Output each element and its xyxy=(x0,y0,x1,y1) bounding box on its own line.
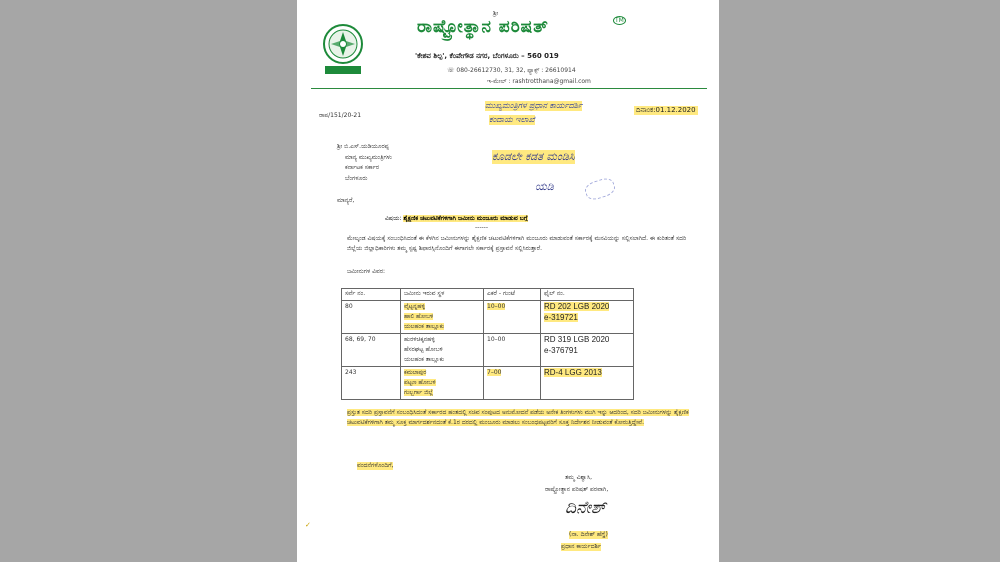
place-line: ಗುಲ್ಬರ್ಗಾ ಜಿಲ್ಲೆ xyxy=(404,389,433,396)
land-details-table xyxy=(341,288,634,400)
organization-name: ರಾಷ್ಟ್ರೋತ್ಥಾನ ಪರಿಷತ್ xyxy=(417,17,549,37)
place-line: ಯಲಹಂಕ ತಾಲ್ಲೂಕು xyxy=(404,356,445,363)
table-header-row xyxy=(342,289,634,301)
body-paragraph-1: ಮೇಲ್ಕಂಡ ವಿಷಯಕ್ಕೆ ಸಂಬಂಧಿಸಿದಂತೆ ಈ ಕೆಳಗಿನ ಜಮೀನುಗಳನ್ನು ಶೈಕ್ಷಣಿಕ ಚಟುವಟಿಕೆಗಳಿಗಾಗಿ ಮಂಜೂರು ಮಾಡುವಂತೆ ಸರ್ಕಾರಕ್ಕೆ ಮನವಿಯನ್ನು ಸಲ್ಲಿಸಲಾಗಿದೆ. ಈ ಕುರಿತಂತೆ ಸದರಿ ಜಿಲ್ಲೆಯ ಜಿಲ್ಲಾಧಿಕಾರಿಗಳು ತಮ್ಮ ಸ್ಪಷ್ಟ ಶಿಫಾರಸ್ಸಿನೊಂದಿಗೆ ಈಗಾಗಲೇ ಸರ್ಕಾರಕ್ಕೆ ಪ್ರಸ್ತಾವನೆ ಸಲ್ಲಿಸಿರುತ್ತಾರೆ. xyxy=(347,235,687,252)
faint-stamp xyxy=(583,176,617,202)
place-line: ಯಲಹಂಕ ತಾಲ್ಲೂಕು xyxy=(404,323,445,330)
yours-faithfully: ತಮ್ಮ ವಿಶ್ವಾಸಿ, xyxy=(565,474,593,481)
place-cell xyxy=(401,334,484,367)
subject-line xyxy=(385,215,528,223)
recipient-office: ಕರ್ನಾಟಕ ಸರ್ಕಾರ xyxy=(345,164,380,171)
body-paragraph-2 xyxy=(347,408,689,428)
area-value: 7–00 xyxy=(487,369,502,376)
handwritten-initials: ಯಡಿ xyxy=(535,180,554,193)
organization-logo-icon xyxy=(321,22,365,80)
file-cell xyxy=(541,301,634,334)
place-line: ಕಮಲಾಪುರ xyxy=(404,369,427,376)
header-survey: ಸರ್ವೆ ನಂ. xyxy=(342,289,401,301)
e-file-number: e-376791 xyxy=(544,346,578,355)
place-cell xyxy=(401,301,484,334)
place-line: ಹಾಲಿ ಹೋಬಳಿ xyxy=(404,313,434,320)
recipient-title: ಮಾನ್ಯ ಮುಖ್ಯಮಂತ್ರಿಗಳು xyxy=(345,154,392,161)
signatory-name: (ನಾ. ದಿನೇಶ್ ಹೆಗ್ಡೆ) xyxy=(569,531,608,538)
letter-page xyxy=(297,0,719,562)
file-cell xyxy=(541,367,634,400)
table-row xyxy=(342,367,634,400)
signatory-designation: ಪ್ರಧಾನ ಕಾರ್ಯದರ್ಶಿ xyxy=(561,543,601,550)
area-cell: 10–00 xyxy=(484,334,541,367)
area-cell xyxy=(484,367,541,400)
email-line: ಇ-ಮೇಲ್ : rashtrotthana@gmail.com xyxy=(487,78,591,85)
handwritten-endorsement-2: ಕಂದಾಯ ಇಲಾಖೆ xyxy=(489,115,535,124)
invocation-text: ಶ್ರೀ xyxy=(493,10,499,17)
survey-cell: 80 xyxy=(342,301,401,334)
closing-line: ವಂದನೆಗಳೊಂದಿಗೆ, xyxy=(357,462,394,469)
table-row xyxy=(342,334,634,367)
recipient-name: ಶ್ರೀ ಬಿ.ಎಸ್.ಯಡಿಯೂರಪ್ಪ xyxy=(337,143,389,150)
handwritten-instruction: ಕೂಡಲೇ ಕಡತ ಮಂಡಿಸಿ xyxy=(492,150,575,163)
place-line: ಪಟ್ಟಣ ಹೋಬಳಿ xyxy=(404,379,436,386)
file-number: RD-4 LGG 2013 xyxy=(544,368,602,377)
e-file-number: e-319721 xyxy=(544,313,578,322)
header-file: ಫೈಲ್ ನಂ. xyxy=(541,289,634,301)
on-behalf-of: ರಾಷ್ಟ್ರೋತ್ಥಾನ ಪರಿಷತ್ ಪರವಾಗಿ, xyxy=(545,486,609,493)
handwritten-endorsement-1: ಮುಖ್ಯಮಂತ್ರಿಗಳ ಪ್ರಧಾನ ಕಾರ್ಯದರ್ಶಿ xyxy=(485,101,583,110)
survey-cell: 243 xyxy=(342,367,401,400)
phone-fax-line: ☏ 080-26612730, 31, 32, ಫ್ಯಾಕ್ಸ್ : 26610914 xyxy=(447,67,576,74)
header-place: ಜಮೀನು ಇರುವ ಸ್ಥಳ xyxy=(401,289,484,301)
body-paragraph-2-text: ಪ್ರಸ್ತುತ ಸದರಿ ಪ್ರಸ್ತಾವನೆಗೆ ಸಂಬಂಧಿಸಿದಂತೆ ಸರ್ಕಾರದ ಹಂತದಲ್ಲಿ ಸಚಿವ ಸಂಪುಟದ ಅನುಮೋದನೆ ಪಡೆಯ ಅನೇಕ ತಿಂಗಳುಗಳು ಮುಗಿ ಇನ್ನು ಆದರಿಂದ, ಸದರಿ ಜಮೀನುಗಳನ್ನು ಶೈಕ್ಷಣಿಕ ಚಟುವಟಿಕೆಗಳಿಗಾಗಿ ತಮ್ಮ ಸೂಕ್ತ ಮಾರ್ಗದರ್ಶನದಂತೆ ಕೆ.1ರ ದರದಲ್ಲಿ ಮಂಜೂರು ಮಾಡಲು ಸಂಬಂಧಪಟ್ಟವರಿಗೆ ಸೂಕ್ತ ನಿರ್ದೇಶನ ನೀಡುವಂತೆ ಕೋರುತ್ತಿದ್ದೇವೆ. xyxy=(347,409,689,426)
subject-text: ಶೈಕ್ಷಣಿಕ ಚಟುವಟಿಕೆಗಳಿಗಾಗಿ ಜಮೀನು ಮಂಜೂರು ಮಾಡುವ ಬಗ್ಗೆ xyxy=(403,215,528,222)
area-value: 10–00 xyxy=(487,303,506,310)
letter-date: ದಿನಾಂಕ:01.12.2020 xyxy=(636,106,696,114)
handwritten-signature: ದಿನೇಶ್ xyxy=(565,498,606,518)
file-number: RD 202 LGB 2020 xyxy=(544,302,610,311)
survey-cell: 68, 69, 70 xyxy=(342,334,401,367)
subject-underline: ------ xyxy=(475,224,488,231)
trademark-badge: TM xyxy=(615,17,624,24)
recipient-city: ಬೆಂಗಳೂರು xyxy=(345,175,368,182)
reference-number: ರಾಪ/151/20-21 xyxy=(319,112,362,119)
organization-address: 'ಕೇಶವ ಶಿಲ್ಪ', ಕೆಂಪೇಗೌಡ ನಗರ, ಬೆಂಗಳೂರು – 560 019 xyxy=(415,52,559,60)
place-line: ಹೆಸರಘಟ್ಟ ಹೋಬಳಿ xyxy=(404,346,443,353)
table-caption: ಜಮೀನುಗಳ ವಿವರ: xyxy=(347,268,386,275)
place-line: ಹುರಳಿಚಿಕ್ಕನಹಳ್ಳಿ xyxy=(404,336,435,343)
table-row xyxy=(342,301,634,334)
salutation: ಮಾನ್ಯರೆ, xyxy=(337,197,355,204)
area-cell xyxy=(484,301,541,334)
margin-mark: ✓ xyxy=(305,521,311,529)
subject-prefix: ವಿಷಯ: xyxy=(385,215,402,222)
place-cell xyxy=(401,367,484,400)
header-area: ಎಕರೆ - ಗುಂಟೆ xyxy=(484,289,541,301)
file-number: RD 319 LGB 2020 xyxy=(544,335,610,344)
file-cell xyxy=(541,334,634,367)
place-line: ವೈಟ್ಟನ್ನಹಳ್ಳಿ xyxy=(404,303,426,310)
header-divider xyxy=(311,88,707,89)
